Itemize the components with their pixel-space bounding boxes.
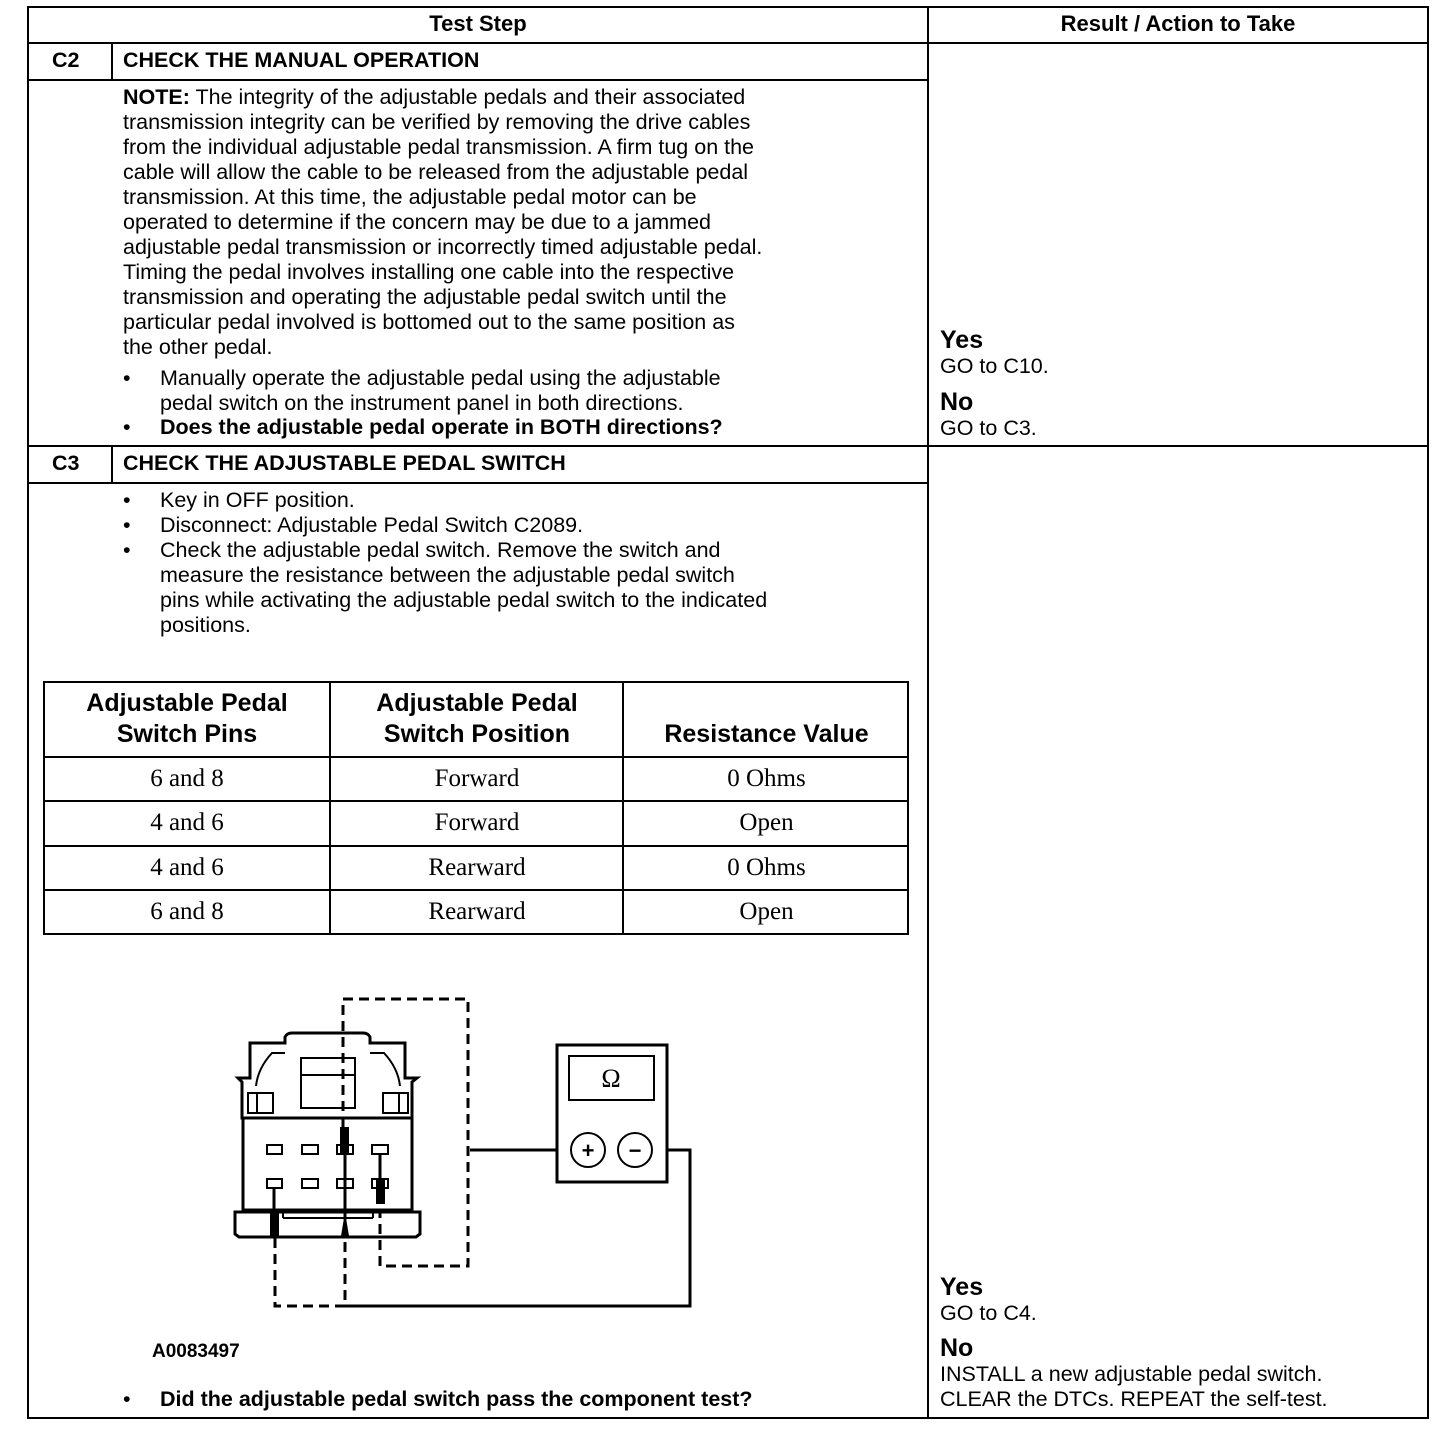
note-text: [123, 85, 762, 360]
bullet-text: [160, 538, 767, 638]
yes-label: Yes: [940, 326, 984, 354]
note-line: transmission and operating the adjustable pedal switch until the: [123, 285, 727, 309]
figure-caption: A0083497: [152, 1341, 240, 1362]
bullet-line: pedal switch on the instrument panel in both directions.: [160, 391, 684, 415]
bullet: •: [123, 538, 131, 562]
header-line: Switch Pins: [116, 720, 258, 748]
table-header: Resistance Value: [664, 720, 869, 748]
note-line: Timing the pedal involves installing one cable into the respective: [123, 260, 735, 284]
header-line: Adjustable Pedal: [86, 689, 288, 717]
no-label: No: [940, 388, 974, 416]
divider: [27, 482, 929, 484]
plus-terminal-icon: +: [581, 1138, 595, 1163]
border-top: [27, 6, 1429, 8]
step-id: C3: [52, 451, 80, 475]
switch-test-diagram: [220, 990, 700, 1320]
bullet-line: measure the resistance between the adjustable pedal switch: [160, 563, 735, 587]
divider: [111, 42, 113, 80]
yes-label: Yes: [940, 1273, 984, 1301]
table-cell: 0 Ohms: [727, 854, 806, 881]
table-cell: Forward: [434, 765, 520, 792]
bullet-text: Disconnect: Adjustable Pedal Switch C2089.: [160, 513, 584, 537]
step-id: C2: [52, 48, 80, 72]
note-line: operated to determine if the concern may be due to a jammed: [123, 210, 712, 234]
note-line: The integrity of the adjustable pedals and their associated: [189, 85, 746, 109]
bullet: •: [123, 415, 131, 439]
step-title: CHECK THE MANUAL OPERATION: [123, 48, 480, 72]
probe-leads: [270, 1127, 385, 1237]
no-label: No: [940, 1334, 974, 1362]
connector-icon: [235, 1033, 420, 1237]
note-label: NOTE:: [123, 85, 190, 109]
table-cell: Open: [739, 809, 794, 836]
question-text: Did the adjustable pedal switch pass the component test?: [160, 1387, 753, 1411]
table-cell: 0 Ohms: [727, 765, 806, 792]
note-line: transmission integrity can be verified by removing the drive cables: [123, 110, 751, 134]
no-action: [940, 1362, 1328, 1412]
action-line: CLEAR the DTCs. REPEAT the self-test.: [940, 1387, 1328, 1411]
step-title: CHECK THE ADJUSTABLE PEDAL SWITCH: [123, 451, 566, 475]
note-line: particular pedal involved is bottomed out to the same position as: [123, 310, 735, 334]
table-cell: Open: [739, 898, 794, 925]
bullet-line: positions.: [160, 613, 251, 637]
note-line: adjustable pedal transmission or incorrectly timed adjustable pedal.: [123, 235, 763, 259]
bullet-text: Key in OFF position.: [160, 488, 355, 512]
note-line: from the individual adjustable pedal transmission. A firm tug on the: [123, 135, 755, 159]
divider: [27, 445, 1429, 447]
yes-action: GO to C4.: [940, 1301, 1037, 1325]
border-bottom: [27, 1417, 1429, 1419]
bullet-line: pins while activating the adjustable pedal switch to the indicated: [160, 588, 768, 612]
note-line: cable will allow the cable to be released from the adjustable pedal: [123, 160, 749, 184]
note-line: the other pedal.: [123, 335, 273, 359]
table-cell: Forward: [434, 809, 520, 836]
ohmmeter-icon: [557, 1045, 667, 1182]
header-test-step: Test Step: [429, 11, 527, 36]
table-cell: 6 and 8: [150, 898, 224, 925]
bullet-line: Check the adjustable pedal switch. Remove the switch and: [160, 538, 721, 562]
divider: [27, 42, 1429, 44]
column-divider: [927, 6, 929, 1419]
divider: [111, 445, 113, 483]
header-result-action: Result / Action to Take: [1060, 11, 1296, 36]
border-right: [1427, 6, 1429, 1419]
bullet: •: [123, 513, 131, 537]
table-cell: Rearward: [428, 898, 526, 925]
table-cell: Rearward: [428, 854, 526, 881]
minus-terminal-icon: −: [628, 1138, 642, 1163]
header-line: Switch Position: [383, 720, 571, 748]
border-left: [27, 6, 29, 1419]
bullet-line: Manually operate the adjustable pedal using the adjustable: [160, 366, 721, 390]
yes-action: GO to C10.: [940, 354, 1049, 378]
question-text: Does the adjustable pedal operate in BOTH directions?: [160, 415, 723, 439]
table-header: [44, 688, 330, 750]
bullet-text: [160, 366, 721, 416]
table-cell: 4 and 6: [150, 809, 224, 836]
action-line: INSTALL a new adjustable pedal switch.: [940, 1362, 1323, 1386]
bullet: •: [123, 1387, 131, 1411]
table-cell: 4 and 6: [150, 854, 224, 881]
header-line: Adjustable Pedal: [376, 689, 578, 717]
no-action: GO to C3.: [940, 416, 1037, 440]
divider: [27, 79, 929, 81]
ohm-symbol: Ω: [601, 1064, 621, 1093]
note-line: transmission. At this time, the adjustable pedal motor can be: [123, 185, 697, 209]
table-header: [331, 688, 623, 750]
bullet: •: [123, 488, 131, 512]
table-cell: 6 and 8: [150, 765, 224, 792]
bullet: •: [123, 366, 131, 390]
